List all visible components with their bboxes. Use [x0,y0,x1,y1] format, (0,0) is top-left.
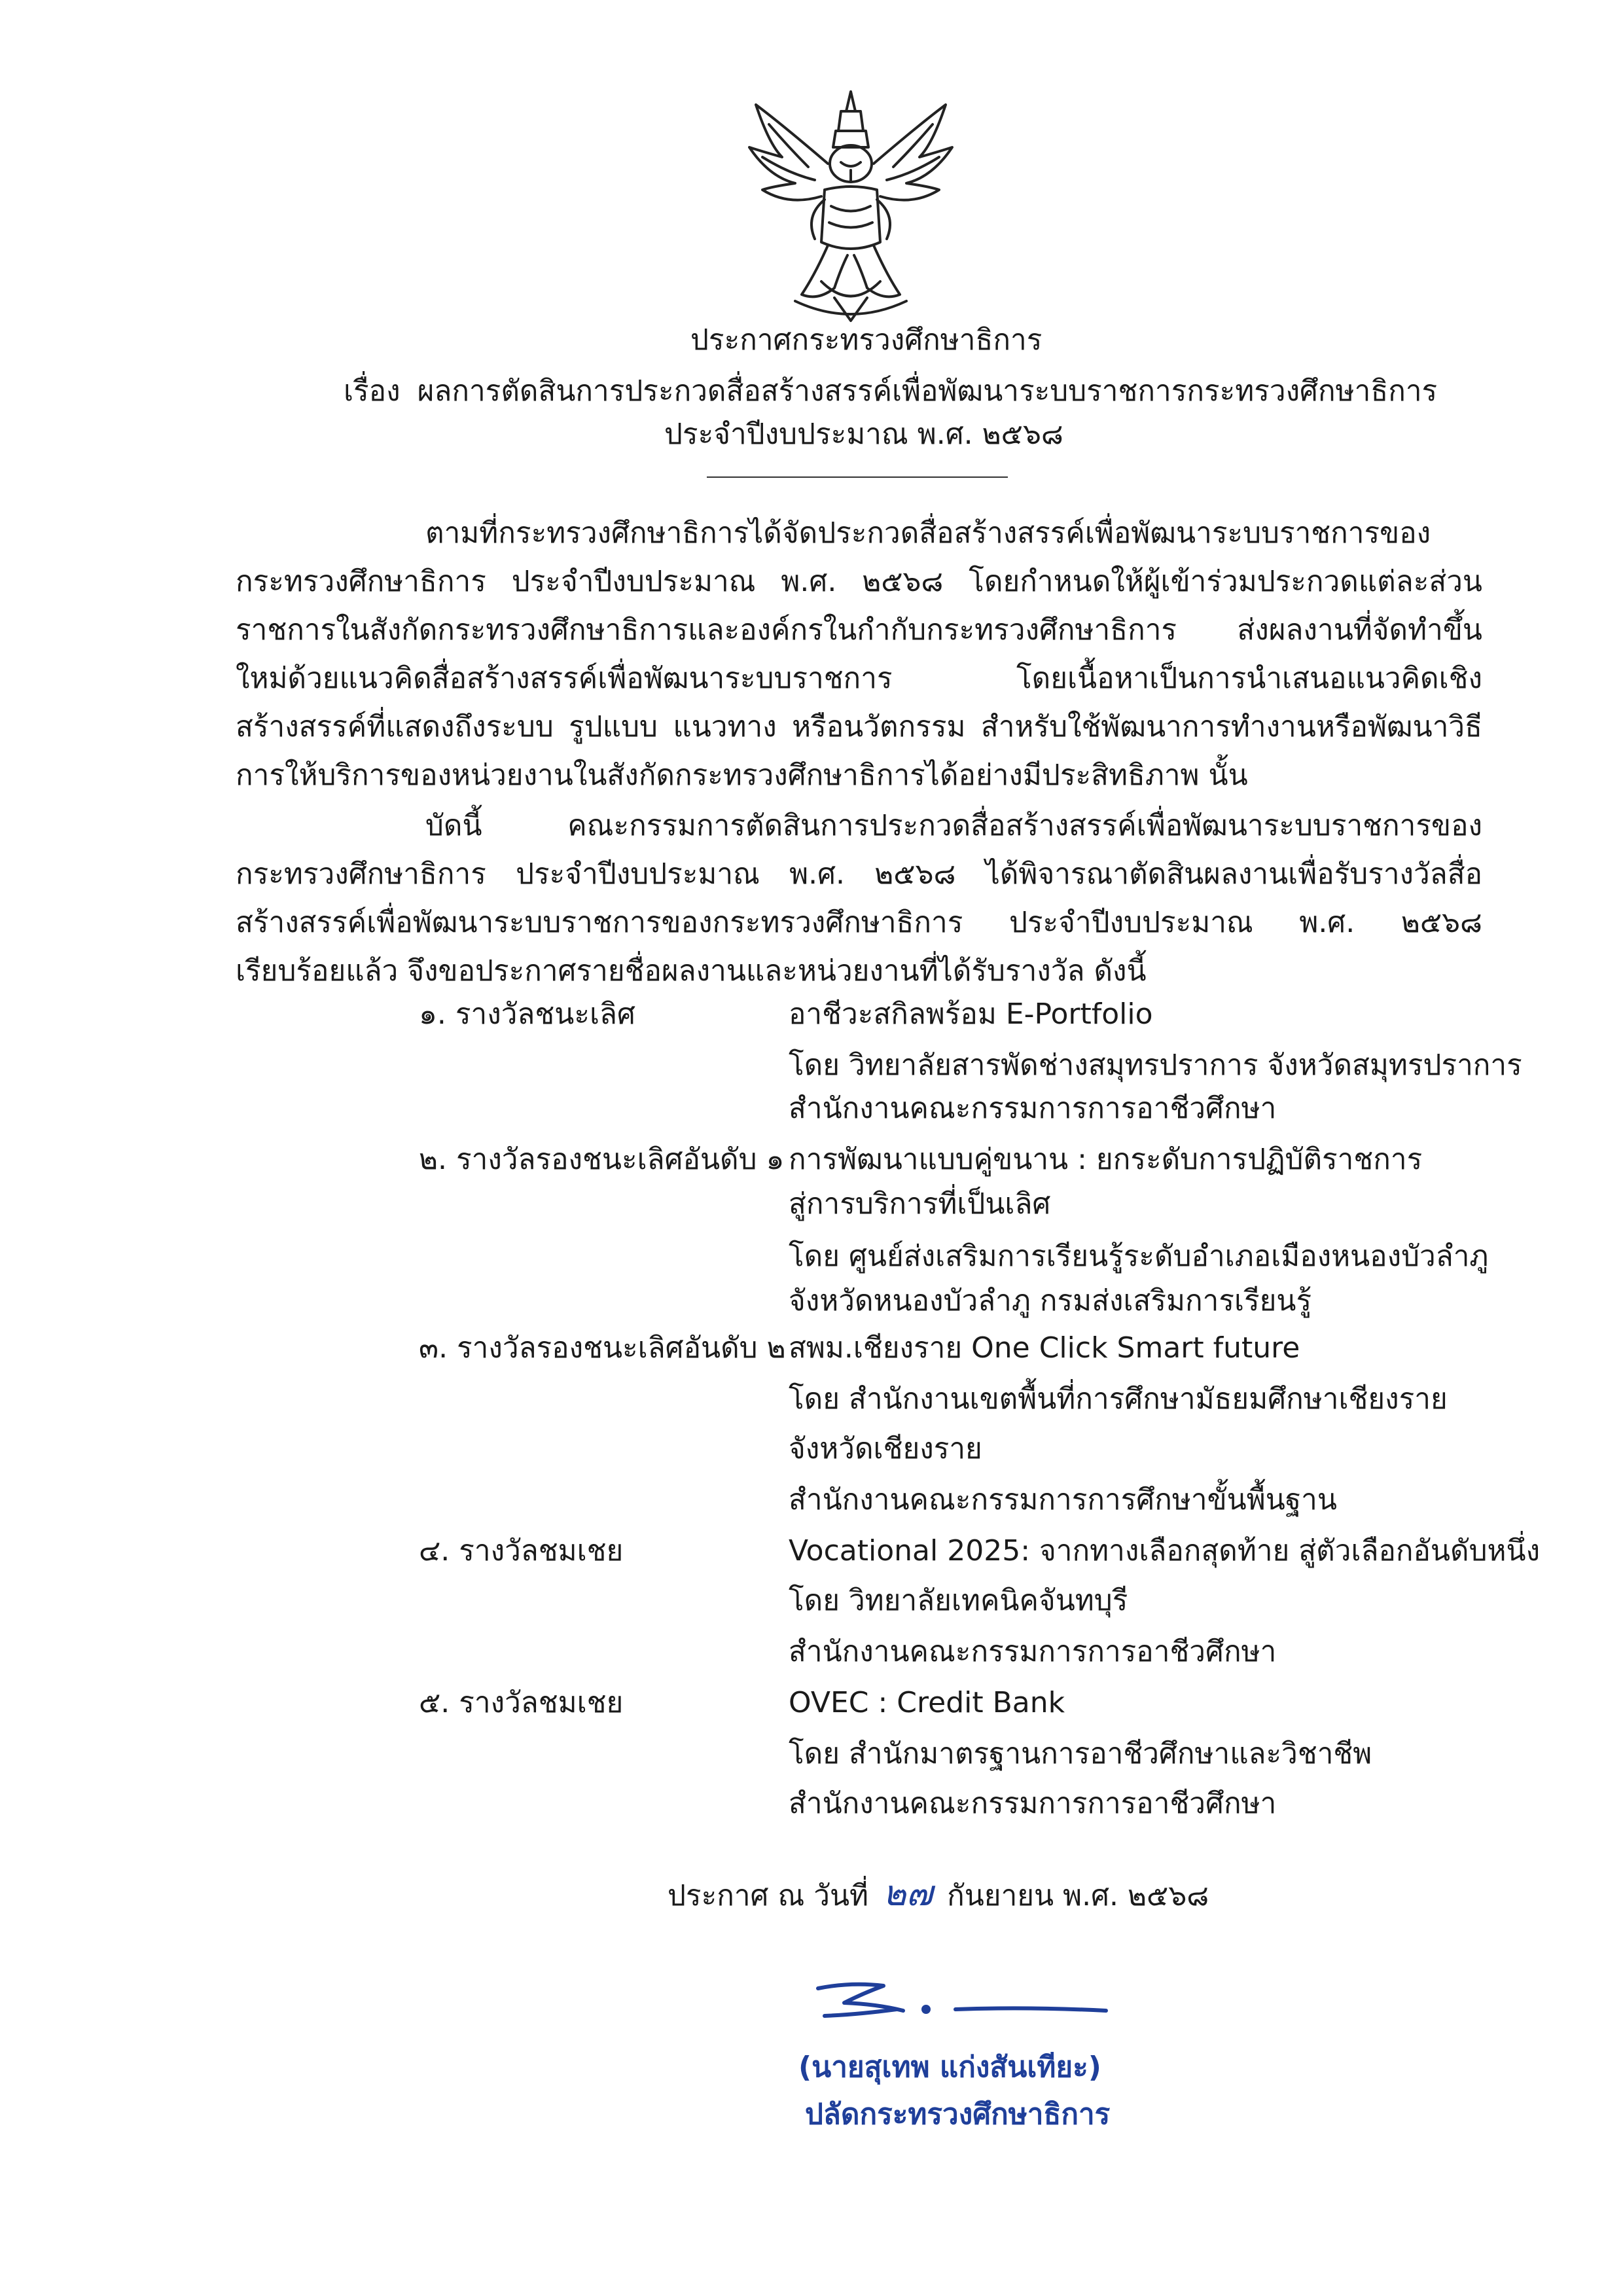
award-2-agency: จังหวัดหนองบัวลำภู กรมส่งเสริมการเรียนรู้ [789,1284,1312,1318]
garuda-emblem-icon [743,85,959,327]
award-2-label: ๒. รางวัลรองชนะเลิศอันดับ ๑ [419,1143,785,1176]
award-3-work: สพม.เชียงราย One Click Smart future [789,1331,1300,1365]
date-prefix: ประกาศ ณ วันที่ [668,1879,869,1912]
signer-name: (นายสุเทพ แก่งสันเทียะ) [798,2051,1101,2084]
award-3-label: ๓. รางวัลรองชนะเลิศอันดับ ๒ [419,1331,786,1365]
date-day: ๒๗ [882,1873,933,1914]
award-4-agency: สำนักงานคณะกรรมการการอาชีวศึกษา [789,1635,1277,1668]
fiscal-year: ประจำปีงบประมาณ พ.ศ. ๒๕๖๘ [664,418,1063,451]
signer-position: ปลัดกระทรวงศึกษาธิการ [805,2098,1111,2131]
award-5-org: โดย สำนักมาตรฐานการอาชีวศึกษาและวิชาชีพ [789,1737,1372,1770]
signature-icon [805,1964,1119,2042]
award-1-agency: สำนักงานคณะกรรมการการอาชีวศึกษา [789,1092,1277,1125]
header-divider [707,476,1008,478]
award-1-org: โดย วิทยาลัยสารพัดช่างสมุทรปราการ จังหวัดสมุทรปราการ [789,1049,1522,1082]
award-3-org: โดย สำนักงานเขตพื้นที่การศึกษามัธยมศึกษาเชียงราย [789,1382,1448,1416]
award-2-org: โดย ศูนย์ส่งเสริมการเรียนรู้ระดับอำเภอเมืองหนองบัวลำภู [789,1240,1489,1273]
body-paragraph-1: ตามที่กระทรวงศึกษาธิการได้จัดประกวดสื่อสร้างสรรค์เพื่อพัฒนาระบบราชการของกระทรวงศึกษาธิการ ประจำปีงบประมาณ พ.ศ. ๒๕๖๘ โดยกำหนดให้ผู้เข้าร่วมประกวดแต่ละส่วนราชการในสังกัดกระทรวงศึกษาธิการและองค์กรในกำกับกระทรวงศึกษาธิการ ส่งผลงานที่จัดทำขึ้นใหม่ด้วยแนวคิดสื่อสร้างสรรค์เพื่อพัฒนาระบบราชการ โดยเนื้อหาเป็นการนำเสนอแนวคิดเชิงสร้างสรรค์ที่แสดงถึงระบบ รูปแบบ แนวทาง หรือนวัตกรรม สำหรับใช้พัฒนาการทำงานหรือพัฒนาวิธีการให้บริการของหน่วยงานในสังกัดกระทรวงศึกษาธิการได้อย่างมีประสิทธิภาพ นั้น [236,516,1482,792]
award-2-work: การพัฒนาแบบคู่ขนาน : ยกระดับการปฏิบัติราชการ [789,1143,1423,1176]
award-5-agency: สำนักงานคณะกรรมการการอาชีวศึกษา [789,1787,1277,1820]
award-1-work: อาชีวะสกิลพร้อม E-Portfolio [789,997,1153,1031]
award-5-work: OVEC : Credit Bank [789,1686,1065,1719]
document-subject [344,372,1437,411]
award-2-work-cont: สู่การบริการที่เป็นเลิศ [789,1187,1051,1221]
award-4-label: ๔. รางวัลชมเชย [419,1534,624,1568]
award-3-province: จังหวัดเชียงราย [789,1432,982,1465]
award-1-label: ๑. รางวัลชนะเลิศ [419,997,635,1031]
subject-label: เรื่อง [344,374,401,408]
body-paragraph-2: บัดนี้ คณะกรรมการตัดสินการประกวดสื่อสร้างสรรค์เพื่อพัฒนาระบบราชการของกระทรวงศึกษาธิการ ประจำปีงบประมาณ พ.ศ. ๒๕๖๘ ได้พิจารณาตัดสินผลงานเพื่อรับรางวัลสื่อสร้างสรรค์เพื่อพัฒนาระบบราชการของกระทรวงศึกษาธิการ ประจำปีงบประมาณ พ.ศ. ๒๕๖๘ เรียบร้อยแล้ว จึงขอประกาศรายชื่อผลงานและหน่วยงานที่ได้รับรางวัล ดังนี้ [236,809,1482,988]
award-4-work: Vocational 2025: จากทางเลือกสุดท้าย สู่ตัวเลือกอันดับหนึ่ง [789,1534,1541,1568]
award-4-org: โดย วิทยาลัยเทคนิคจันทบุรี [789,1584,1128,1617]
award-3-agency: สำนักงานคณะกรรมการการศึกษาขั้นพื้นฐาน [789,1483,1337,1516]
document-title: ประกาศกระทรวงศึกษาธิการ [690,323,1043,357]
award-5-label: ๕. รางวัลชมเชย [419,1686,624,1719]
announcement-date [668,1874,1209,1916]
subject-text: ผลการตัดสินการประกวดสื่อสร้างสรรค์เพื่อพัฒนาระบบราชการกระทรวงศึกษาธิการ [417,374,1438,408]
date-month-year: กันยายน พ.ศ. ๒๕๖๘ [947,1879,1209,1912]
